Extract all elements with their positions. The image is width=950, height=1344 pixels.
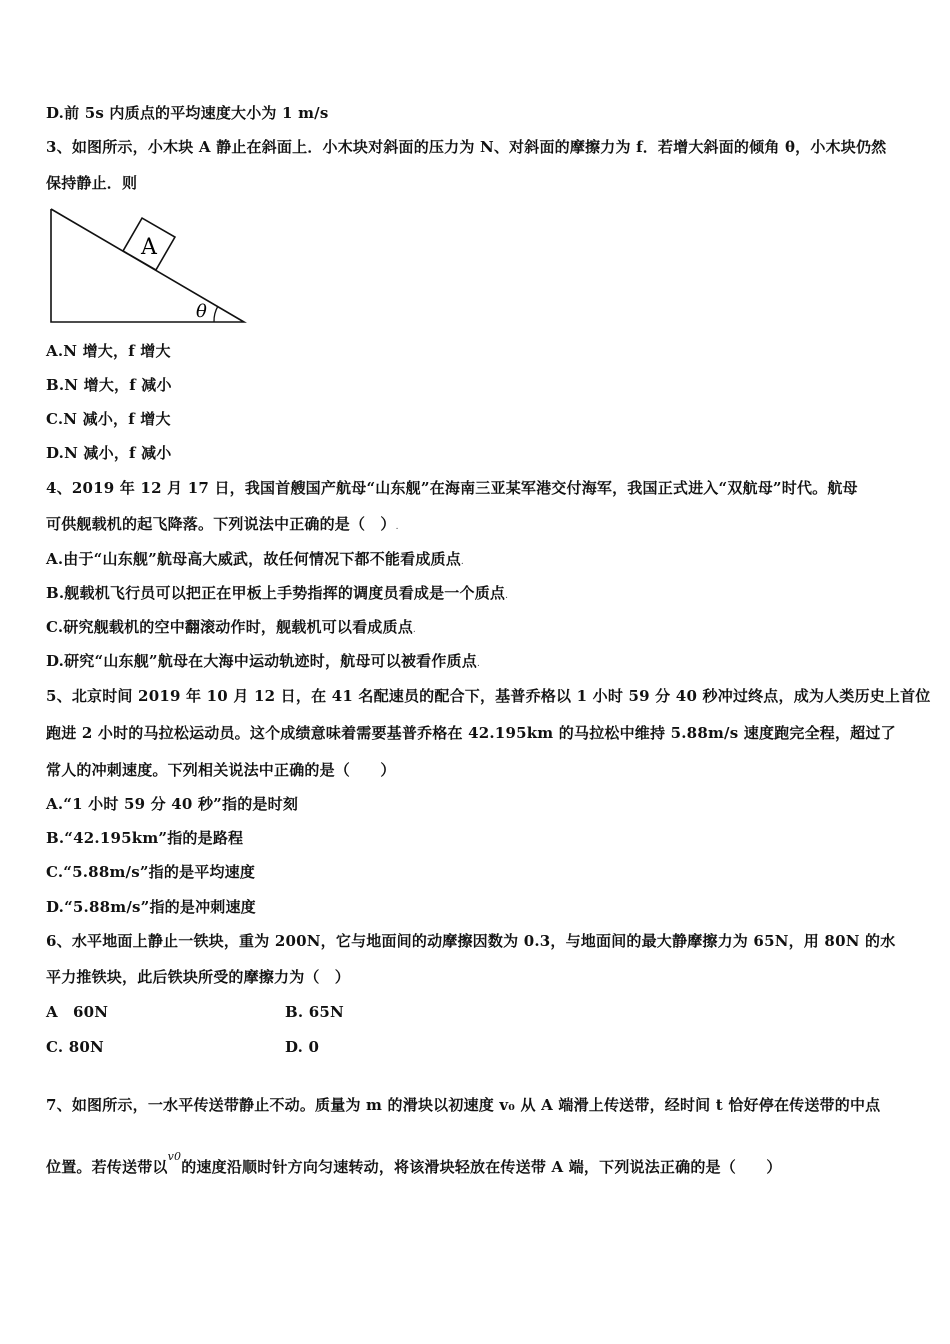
- q3-option-c: C.N 减小，f 增大: [46, 410, 171, 428]
- q6-option-c: C. 80N: [46, 1038, 104, 1056]
- q4-option-a: A.由于“山东舰”航母高大威武，故任何情况下都不能看成质点.: [46, 550, 464, 568]
- q5-option-b: B.“42.195km”指的是路程: [46, 829, 244, 847]
- q6-option-b: B. 65N: [285, 1003, 344, 1021]
- q5-stem-line-2: 跑进 2 小时的马拉松运动员。这个成绩意味着需要基普乔格在 42.195km 的马拉松中维持 5.88m/s 速度跑完全程，超过了: [46, 724, 896, 742]
- q4-stem-line-2: 可供舰载机的起飞降落。下列说法中正确的是（ ）.: [46, 515, 399, 533]
- q6-option-d: D. 0: [285, 1038, 320, 1056]
- q6-stem-line-1: 6、水平地面上静止一铁块，重为 200N，它与地面间的动摩擦因数为 0.3，与地面间的最大静摩擦力为 65N，用 80N 的水: [46, 932, 896, 950]
- q4-stem-line-1: 4、2019 年 12 月 17 日，我国首艘国产航母“山东舰”在海南三亚某军港交付海军，我国正式进入“双航母”时代。航母: [46, 479, 858, 497]
- q4-option-c: C.研究舰载机的空中翻滚动作时，舰载机可以看成质点.: [46, 618, 416, 636]
- q3-stem-line-1: 3、如图所示，小木块 A 静止在斜面上．小木块对斜面的压力为 N、对斜面的摩擦力为 f．若增大斜面的倾角 θ，小木块仍然: [46, 138, 887, 156]
- q3-option-a: A.N 增大，f 增大: [46, 342, 171, 360]
- v0-symbol: v0: [167, 1150, 182, 1163]
- q5-option-d: D.“5.88m/s”指的是冲刺速度: [46, 898, 256, 916]
- q3-option-d: D.N 减小，f 减小: [46, 444, 172, 462]
- q3-option-b: B.N 增大，f 减小: [46, 376, 172, 394]
- q5-option-c: C.“5.88m/s”指的是平均速度: [46, 863, 256, 881]
- q4-option-d: D.研究“山东舰”航母在大海中运动轨迹时，航母可以被看作质点.: [46, 652, 481, 670]
- block-a-label: A: [141, 235, 157, 260]
- q7-stem-line-1: 7、如图所示，一水平传送带静止不动。质量为 m 的滑块以初速度 v₀ 从 A 端滑上传送带，经时间 t 恰好停在传送带的中点: [46, 1096, 881, 1114]
- angle-arc: [214, 306, 218, 322]
- q3-stem-line-2: 保持静止．则: [46, 174, 138, 192]
- q2-option-d: D.前 5s 内质点的平均速度大小为 1 m/s: [46, 104, 329, 122]
- incline-figure: [46, 204, 250, 326]
- q5-stem-line-1: 5、北京时间 2019 年 10 月 12 日，在 41 名配速员的配合下，基普乔格以 1 小时 59 分 40 秒冲过终点，成为人类历史上首位: [46, 687, 931, 705]
- q7-stem-line-2: 位置。若传送带以$^{v0}$的速度沿顺时针方向匀速转动，将该滑块轻放在传送带 A 端，下列说法正确的是（ ）: [46, 1150, 782, 1176]
- q5-option-a: A.“1 小时 59 分 40 秒”指的是时刻: [46, 795, 299, 813]
- q6-option-a: A 60N: [46, 1003, 109, 1021]
- q5-stem-line-3: 常人的冲刺速度。下列相关说法中正确的是（ ）: [46, 761, 396, 779]
- q4-option-b: B.舰载机飞行员可以把正在甲板上手势指挥的调度员看成是一个质点.: [46, 584, 509, 602]
- q6-options-row-2: [46, 1036, 906, 1058]
- angle-theta-label: θ: [196, 301, 207, 322]
- q6-options-row-1: [46, 1001, 906, 1023]
- q6-stem-line-2: 平力推铁块，此后铁块所受的摩擦力为（ ）: [46, 968, 351, 986]
